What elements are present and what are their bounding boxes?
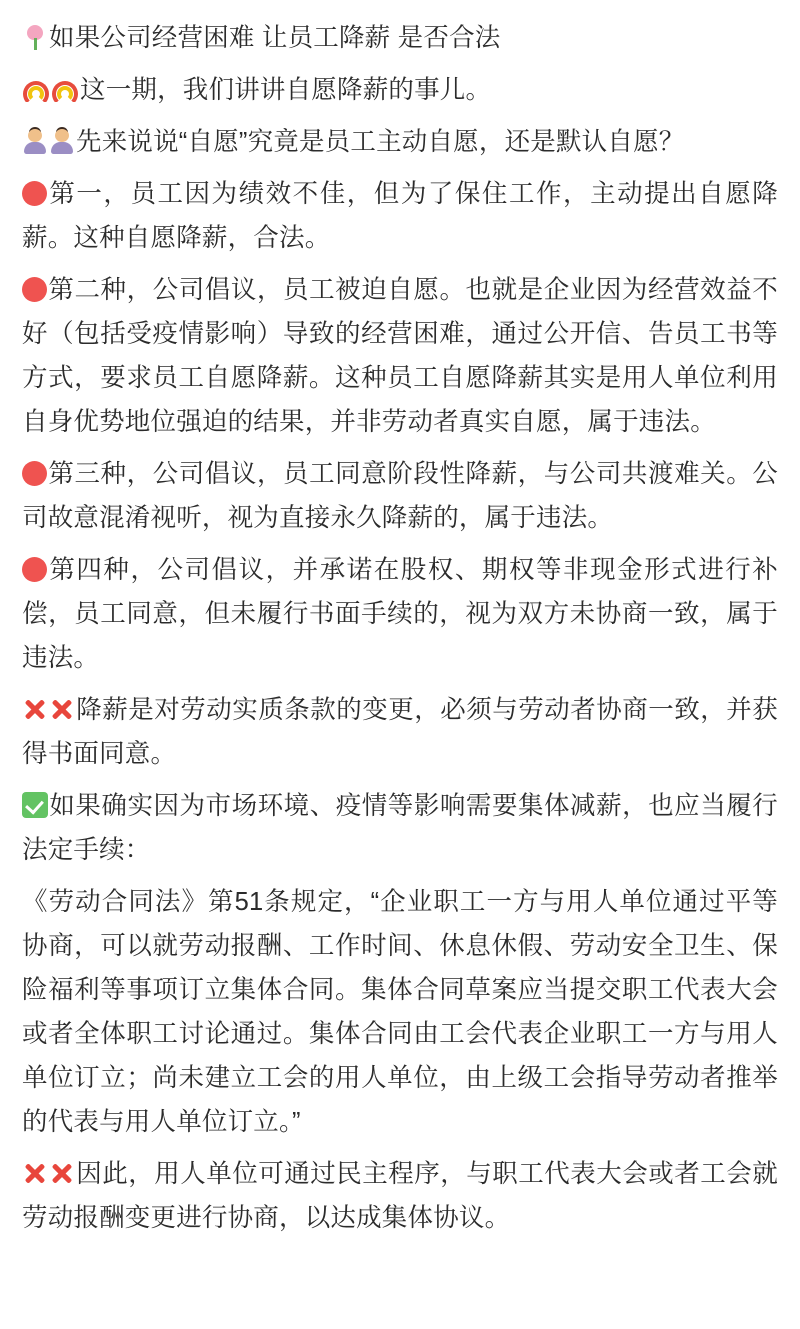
paragraph-case-3 xyxy=(22,452,778,540)
paragraph-text: 《劳动合同法》第51条规定，“企业职工一方与用人单位通过平等协商，可以就劳动报酬、工作时间、休息休假、劳动安全卫生、保险福利等事项订立集体合同。集体合同草案应当提交职工代表大会或者全体职工讨论通过。集体合同由工会代表企业职工一方与用人单位订立；尚未建立工会的用人单位，由上级工会指导劳动者推举的代表与用人单位订立。” xyxy=(22,888,778,1136)
paragraph-case-2 xyxy=(22,268,778,444)
cross-mark-icon xyxy=(49,1160,75,1186)
paragraph-text: 先来说说“自愿”究竟是员工主动自愿，还是默认自愿？ xyxy=(76,128,685,156)
paragraph-text: 降薪是对劳动实质条款的变更，必须与劳动者协商一致，并获得书面同意。 xyxy=(22,696,778,768)
paragraph-text: 因此，用人单位可通过民主程序，与职工代表大会或者工会就劳动报酬变更进行协商，以达成集体协议。 xyxy=(22,1160,778,1232)
person-icon xyxy=(49,128,75,154)
paragraph-text: 如果确实因为市场环境、疫情等影响需要集体减薪，也应当履行法定手续： xyxy=(22,792,778,864)
paragraph-rule-consent xyxy=(22,688,778,776)
red-dot-icon xyxy=(22,181,47,206)
paragraph-title xyxy=(22,16,778,60)
paragraph-conclusion xyxy=(22,1152,778,1240)
rainbow-icon xyxy=(22,76,50,102)
cross-mark-icon xyxy=(22,696,48,722)
paragraph-text: 第二种，公司倡议，员工被迫自愿。也就是企业因为经营效益不好（包括受疫情影响）导致的经营困难，通过公开信、告员工书等方式，要求员工自愿降薪。这种员工自愿降薪其实是用人单位利用自身优势地位强迫的结果，并非劳动者真实自愿，属于违法。 xyxy=(22,276,778,436)
paragraph-intro xyxy=(22,68,778,112)
paragraph-law-quote xyxy=(22,880,778,1144)
paragraph-text: 第四种，公司倡议，并承诺在股权、期权等非现金形式进行补偿，员工同意，但未履行书面手续的，视为双方未协商一致，属于违法。 xyxy=(22,556,778,672)
red-dot-icon xyxy=(22,557,47,582)
paragraph-text: 如果公司经营困难 让员工降薪 是否合法 xyxy=(49,24,501,52)
paragraph-case-1 xyxy=(22,172,778,260)
check-mark-icon xyxy=(22,792,48,818)
paragraph-text: 这一期，我们讲讲自愿降薪的事儿。 xyxy=(80,76,492,104)
paragraph-text: 第三种，公司倡议，员工同意阶段性降薪，与公司共渡难关。公司故意混淆视听，视为直接永久降薪的，属于违法。 xyxy=(22,460,778,532)
tulip-icon xyxy=(22,24,48,50)
paragraph-case-4 xyxy=(22,548,778,680)
cross-mark-icon xyxy=(22,1160,48,1186)
red-dot-icon xyxy=(22,461,47,486)
red-dot-icon xyxy=(22,277,47,302)
person-icon xyxy=(22,128,48,154)
paragraph-text: 第一，员工因为绩效不佳，但为了保住工作，主动提出自愿降薪。这种自愿降薪，合法。 xyxy=(22,180,778,252)
cross-mark-icon xyxy=(49,696,75,722)
rainbow-icon xyxy=(51,76,79,102)
paragraph-question xyxy=(22,120,778,164)
paragraph-rule-procedure xyxy=(22,784,778,872)
